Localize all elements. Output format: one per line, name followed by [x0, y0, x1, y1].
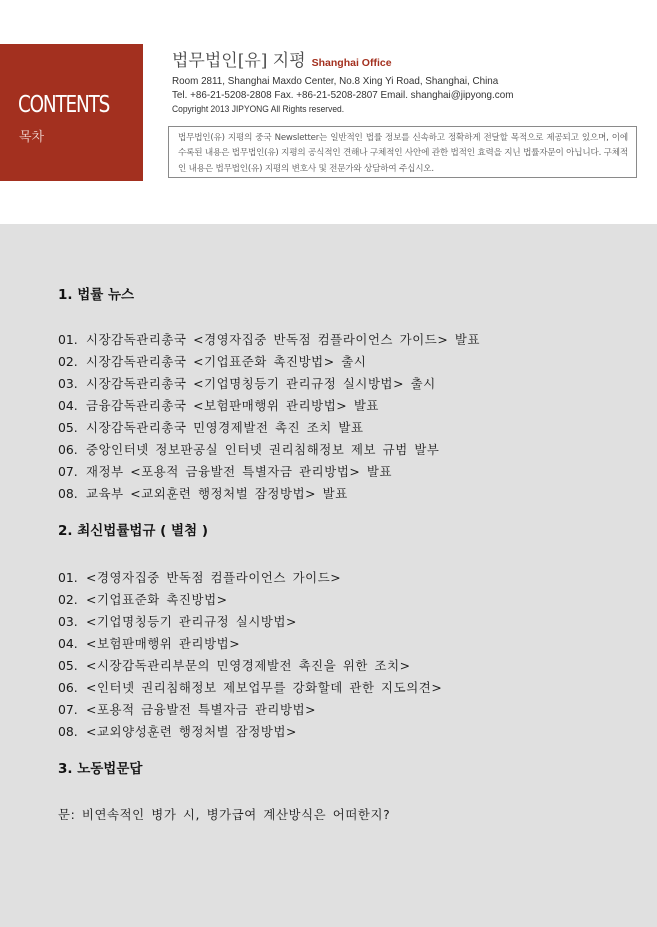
section-title-legal-news: 1. 법률 뉴스: [58, 287, 135, 303]
section-title-latest-laws: 2. 최신법률법규 ( 별첨 ): [58, 523, 208, 539]
list-item: 08. <교외양성훈련 행정처벌 잠정방법>: [58, 724, 298, 739]
list-item: 02. <기업표준화 촉진방법>: [58, 592, 228, 607]
list-item: 02. 시장감독관리총국 <기업표준화 촉진방법> 출시: [58, 354, 367, 369]
list-item: 05. <시장감독관리부문의 민영경제발전 촉진을 위한 조치>: [58, 658, 411, 673]
address: Room 2811, Shanghai Maxdo Center, No.8 Xing Yi Road, Shanghai, China: [172, 75, 499, 87]
contents-banner: [0, 44, 143, 181]
labor-question: 문: 비연속적인 병가 시, 병가급여 계산방식은 어떠한지?: [58, 807, 391, 822]
list-item: 01. 시장감독관리총국 <경영자집중 반독점 컴플라이언스 가이드> 발표: [58, 332, 481, 347]
list-item: 08. 교육부 <교외훈련 행정처벌 잠정방법> 발표: [58, 486, 348, 501]
list-item: 03. <기업명칭등기 관리규정 실시방법>: [58, 614, 298, 629]
list-item: 03. 시장감독관리총국 <기업명칭등기 관리규정 실시방법> 출시: [58, 376, 436, 391]
list-item: 05. 시장감독관리총국 민영경제발전 촉진 조치 발표: [58, 420, 364, 435]
contact-line: Tel. +86-21-5208-2808 Fax. +86-21-5208-2807 Email. shanghai@jipyong.com: [172, 89, 514, 101]
office-name: Shanghai Office: [311, 57, 392, 69]
header: [0, 0, 657, 224]
section-title-labor-qa: 3. 노동법문답: [58, 761, 143, 777]
firm-heading: [172, 46, 392, 71]
contents-subtitle: 목차: [19, 130, 45, 145]
list-item: 04. <보험판매행위 관리방법>: [58, 636, 241, 651]
firm-name: 법무법인[유] 지평: [172, 51, 306, 71]
list-item: 06. <인터넷 권리침해정보 제보업무를 강화할데 관한 지도의견>: [58, 680, 443, 695]
list-item: 07. <포용적 금융발전 특별자금 관리방법>: [58, 702, 317, 717]
list-item: 06. 중앙인터넷 정보판공실 인터넷 권리침해정보 제보 규범 발부: [58, 442, 440, 457]
disclaimer-notice: 법무법인(유) 지평의 중국 Newsletter는 일반적인 법률 정보를 신속하고 정확하게 전달할 목적으로 제공되고 있으며, 이에 수록된 내용은 법무법인(유) 지평의 공식적인 견해나 구체적인 사안에 관한 법적인 효력을 지닌 법률자문이 아닙니다. 구체적인 내용은 법무법인(유) 지평의 변호사 및 전문가와 상담하여 주십시오.: [168, 126, 637, 178]
list-item: 07. 재정부 <포용적 금융발전 특별자금 관리방법> 발표: [58, 464, 393, 479]
list-item: 04. 금융감독관리총국 <보험판매행위 관리방법> 발표: [58, 398, 379, 413]
contents-body: [0, 224, 657, 927]
contents-title: CONTENTS: [18, 92, 110, 118]
list-item: 01. <경영자집중 반독점 컴플라이언스 가이드>: [58, 570, 342, 585]
copyright: Copyright 2013 JIPYONG All Rights reserved.: [172, 104, 345, 114]
